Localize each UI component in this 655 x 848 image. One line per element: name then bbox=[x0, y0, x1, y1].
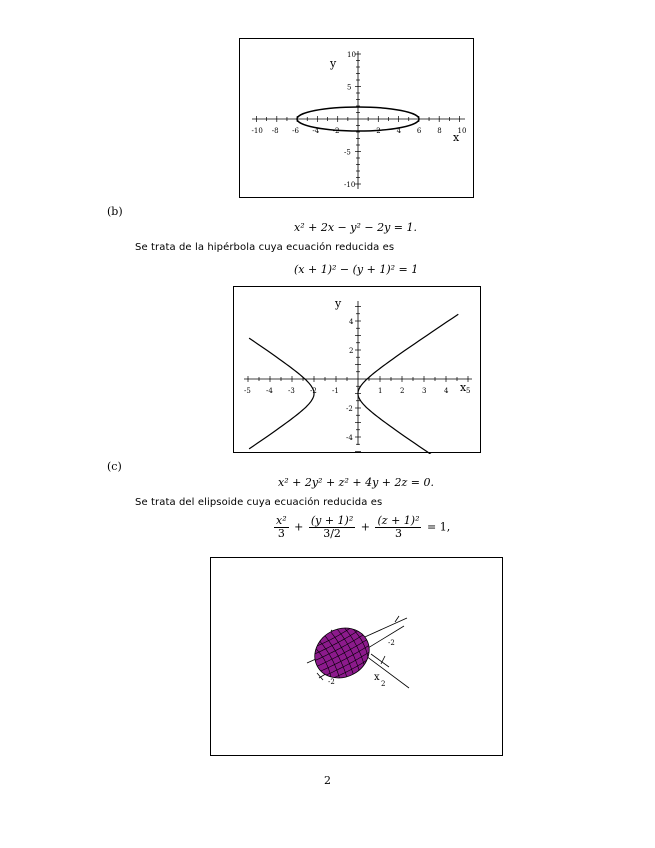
y-axis-label: y bbox=[335, 297, 342, 310]
y-tick-label: 10 bbox=[347, 51, 356, 59]
x-tick-label: 4 bbox=[396, 127, 402, 135]
ellipsoid-plot bbox=[210, 557, 503, 756]
x-tick-label: 3 bbox=[422, 387, 427, 395]
x-tick-label: -5 bbox=[244, 387, 251, 395]
x-axis-label: x bbox=[460, 381, 467, 394]
x-axis-label: x bbox=[453, 131, 460, 144]
x-tick-label: -10 bbox=[251, 127, 263, 135]
x-tick-label: 5 bbox=[466, 387, 471, 395]
x-tick-label: -2 bbox=[310, 387, 317, 395]
part-c-reduced-equation: $\frac{\text{x²}}{3}$ + $\frac{\text{(y + 1)²}}{3/2}$ + $\frac{\text{(z + 1)²}}{3}$ = 1, bbox=[276, 514, 451, 540]
x-tick-label: -3 bbox=[288, 387, 295, 395]
x-tick-label: 10 bbox=[457, 127, 467, 135]
axis-label-x: x bbox=[374, 672, 380, 683]
tick-label-2: 2 bbox=[381, 680, 386, 688]
fraction-term-1: $\frac{\text{x²}}{3}$ bbox=[276, 514, 287, 540]
ellipsoid-surface bbox=[306, 619, 378, 688]
y-tick-label: -10 bbox=[344, 181, 356, 189]
hyperbola-left-branch bbox=[249, 338, 314, 449]
axis-tick-1 bbox=[395, 616, 399, 622]
x-tick-label: 8 bbox=[437, 127, 442, 135]
x-tick-label: -6 bbox=[292, 127, 299, 135]
part-b-label: (b) bbox=[107, 205, 123, 218]
x-tick-label: 1 bbox=[378, 387, 383, 395]
x-tick-label: -4 bbox=[266, 387, 273, 395]
axis-line-4 bbox=[371, 654, 389, 667]
tick-label-3: -2 bbox=[328, 678, 335, 686]
y-tick-label: 4 bbox=[349, 318, 354, 326]
x-tick-label: -2 bbox=[332, 127, 340, 135]
x-tick-label: 2 bbox=[376, 127, 381, 135]
part-b-reduced-equation: (x + 1)² − (y + 1)² = 1 bbox=[294, 263, 419, 276]
tick-label-1: -2 bbox=[388, 639, 395, 647]
part-b-equation: x² + 2x − y² − 2y = 1. bbox=[294, 221, 417, 234]
page-number: 2 bbox=[324, 774, 331, 787]
y-tick-label: 5 bbox=[347, 83, 352, 92]
part-c-equation: x² + 2y² + z² + 4y + 2z = 0. bbox=[278, 476, 434, 489]
part-b-sentence: Se trata de la hipérbola cuya ecuación reducida es bbox=[135, 242, 395, 253]
ellipsoid-plot-canvas bbox=[211, 558, 504, 757]
part-c-label: (c) bbox=[107, 460, 122, 473]
hyperbola-right-branch bbox=[358, 314, 458, 454]
y-tick-label: 2 bbox=[349, 347, 354, 355]
fraction-term-2: $\frac{\text{(y + 1)²}}{3/2}$ bbox=[310, 514, 354, 540]
ellipse-plot-canvas bbox=[240, 39, 475, 199]
y-tick-label: -4 bbox=[346, 434, 353, 442]
x-tick-label: 4 bbox=[444, 387, 449, 395]
y-axis-label: y bbox=[330, 57, 337, 70]
hyperbola-plot-canvas bbox=[234, 287, 482, 454]
y-tick-label: -2 bbox=[346, 405, 353, 413]
part-c-sentence: Se trata del elipsoide cuya ecuación reducida es bbox=[135, 497, 383, 508]
x-tick-label: -8 bbox=[271, 127, 279, 135]
y-tick-label: -5 bbox=[344, 148, 351, 157]
x-tick-label: -4 bbox=[312, 127, 320, 135]
ellipse-plot bbox=[239, 38, 474, 198]
x-tick-label: 2 bbox=[400, 387, 405, 395]
x-tick-label: -1 bbox=[332, 387, 339, 395]
x-tick-label: 6 bbox=[416, 127, 422, 135]
fraction-term-3: $\frac{\text{(z + 1)²}}{3}$ bbox=[377, 514, 420, 540]
hyperbola-plot bbox=[233, 286, 481, 453]
